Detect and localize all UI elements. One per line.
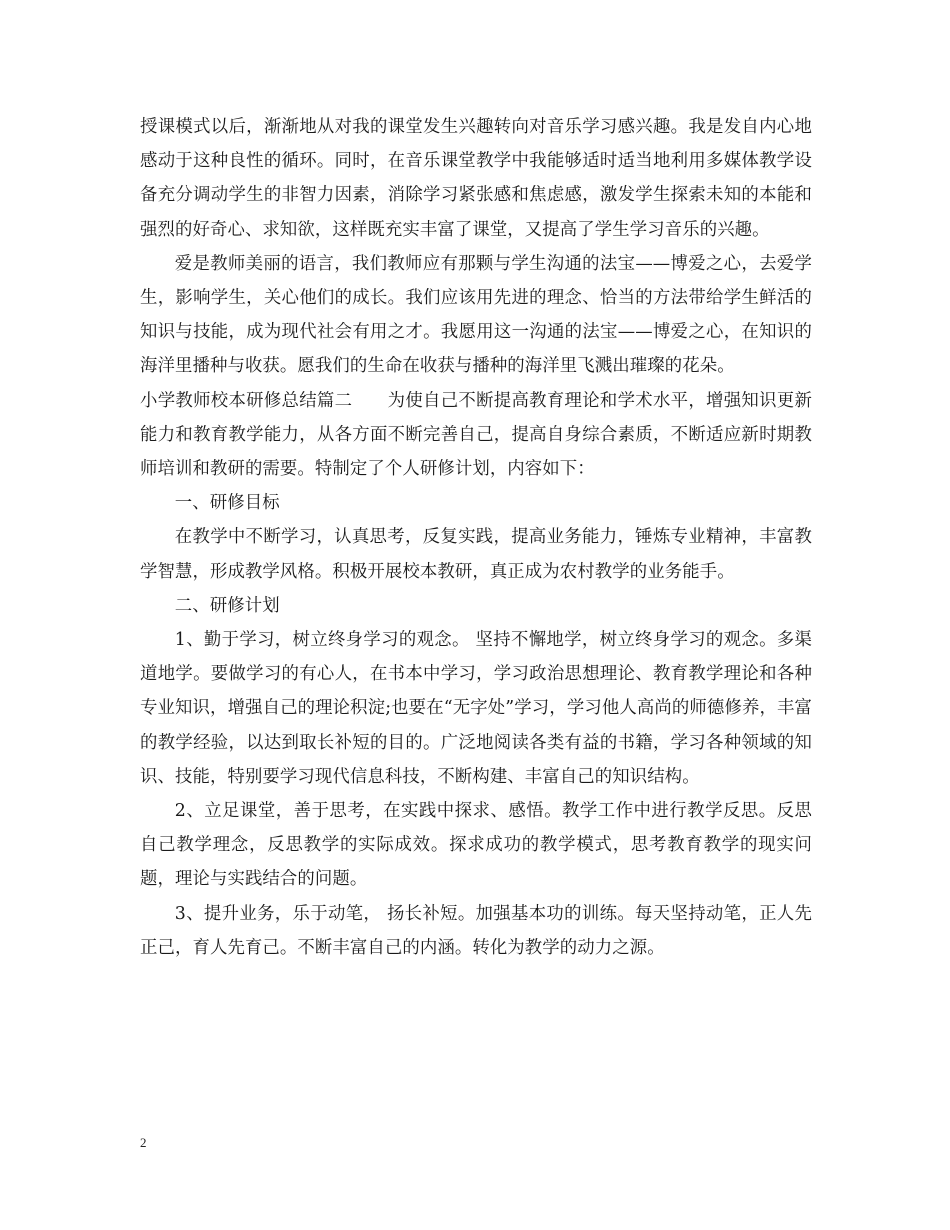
- paragraph-section-two-intro: 小学教师校本研修总结篇二 为使自己不断提高教育理论和学术水平，增强知识更新能力和教育教学能力，从各方面不断完善自己，提高自身综合素质，不断适应新时期教师培训和教研的需要。特制定了个人研修计划，内容如下：: [140, 390, 812, 480]
- document-body: [140, 110, 812, 965]
- page-number: 2: [140, 1135, 147, 1150]
- paragraph-love-language: 爱是教师美丽的语言，我们教师应有那颗与学生沟通的法宝——博爱之心，去爱学生，影响学生，关心他们的成长。我们应该用先进的理念、恰当的方法带给学生鲜活的知识与技能，成为现代社会有用之才。我愿用这一沟通的法宝——博爱之心，在知识的海洋里播种与收获。愿我们的生命在收获与播种的海洋里飞溅出璀璨的花朵。: [140, 253, 812, 377]
- paragraph-plan-2: 2、立足课堂，善于思考，在实践中探求、感悟。教学工作中进行教学反思。反思自己教学理念，反思教学的实际成效。探求成功的教学模式，思考教育教学的现实问题，理论与实践结合的问题。: [140, 801, 812, 890]
- paragraph-plan-1: 1、勤于学习，树立终身学习的观念。 坚持不懈地学，树立终身学习的观念。多渠道地学。要做学习的有心人，在书本中学习，学习政治思想理论、教育教学理论和各种专业知识，增强自己的理论积淀;也要在“无字处”学习，学习他人高尚的师德修养，丰富的教学经验，以达到取长补短的目的。广泛地阅读各类有益的书籍，学习各种领域的知识、技能，特别要学习现代信息科技，不断构建、丰富自己的知识结构。: [140, 630, 812, 787]
- heading-plan: 二、研修计划: [174, 595, 280, 616]
- heading-goals: 一、研修目标: [174, 493, 280, 514]
- paragraph-goals: 在教学中不断学习，认真思考，反复实践，提高业务能力，锤炼专业精神，丰富教学智慧，形成教学风格。积极开展校本教研，真正成为农村教学的业务能手。: [140, 527, 812, 582]
- paragraph-music-class: 授课模式以后，渐渐地从对我的课堂发生兴趣转向对音乐学习感兴趣。我是发自内心地感动于这种良性的循环。同时，在音乐课堂教学中我能够适时适当地利用多媒体教学设备充分调动学生的非智力因素，消除学习紧张感和焦虑感，激发学生探索未知的本能和强烈的好奇心、求知欲，这样既充实丰富了课堂，又提高了学生学习音乐的兴趣。: [140, 117, 812, 240]
- paragraph-plan-3: 3、提升业务，乐于动笔， 扬长补短。加强基本功的训练。每天坚持动笔，正人先正己，育人先育己。不断丰富自己的内涵。转化为教学的动力之源。: [140, 903, 812, 958]
